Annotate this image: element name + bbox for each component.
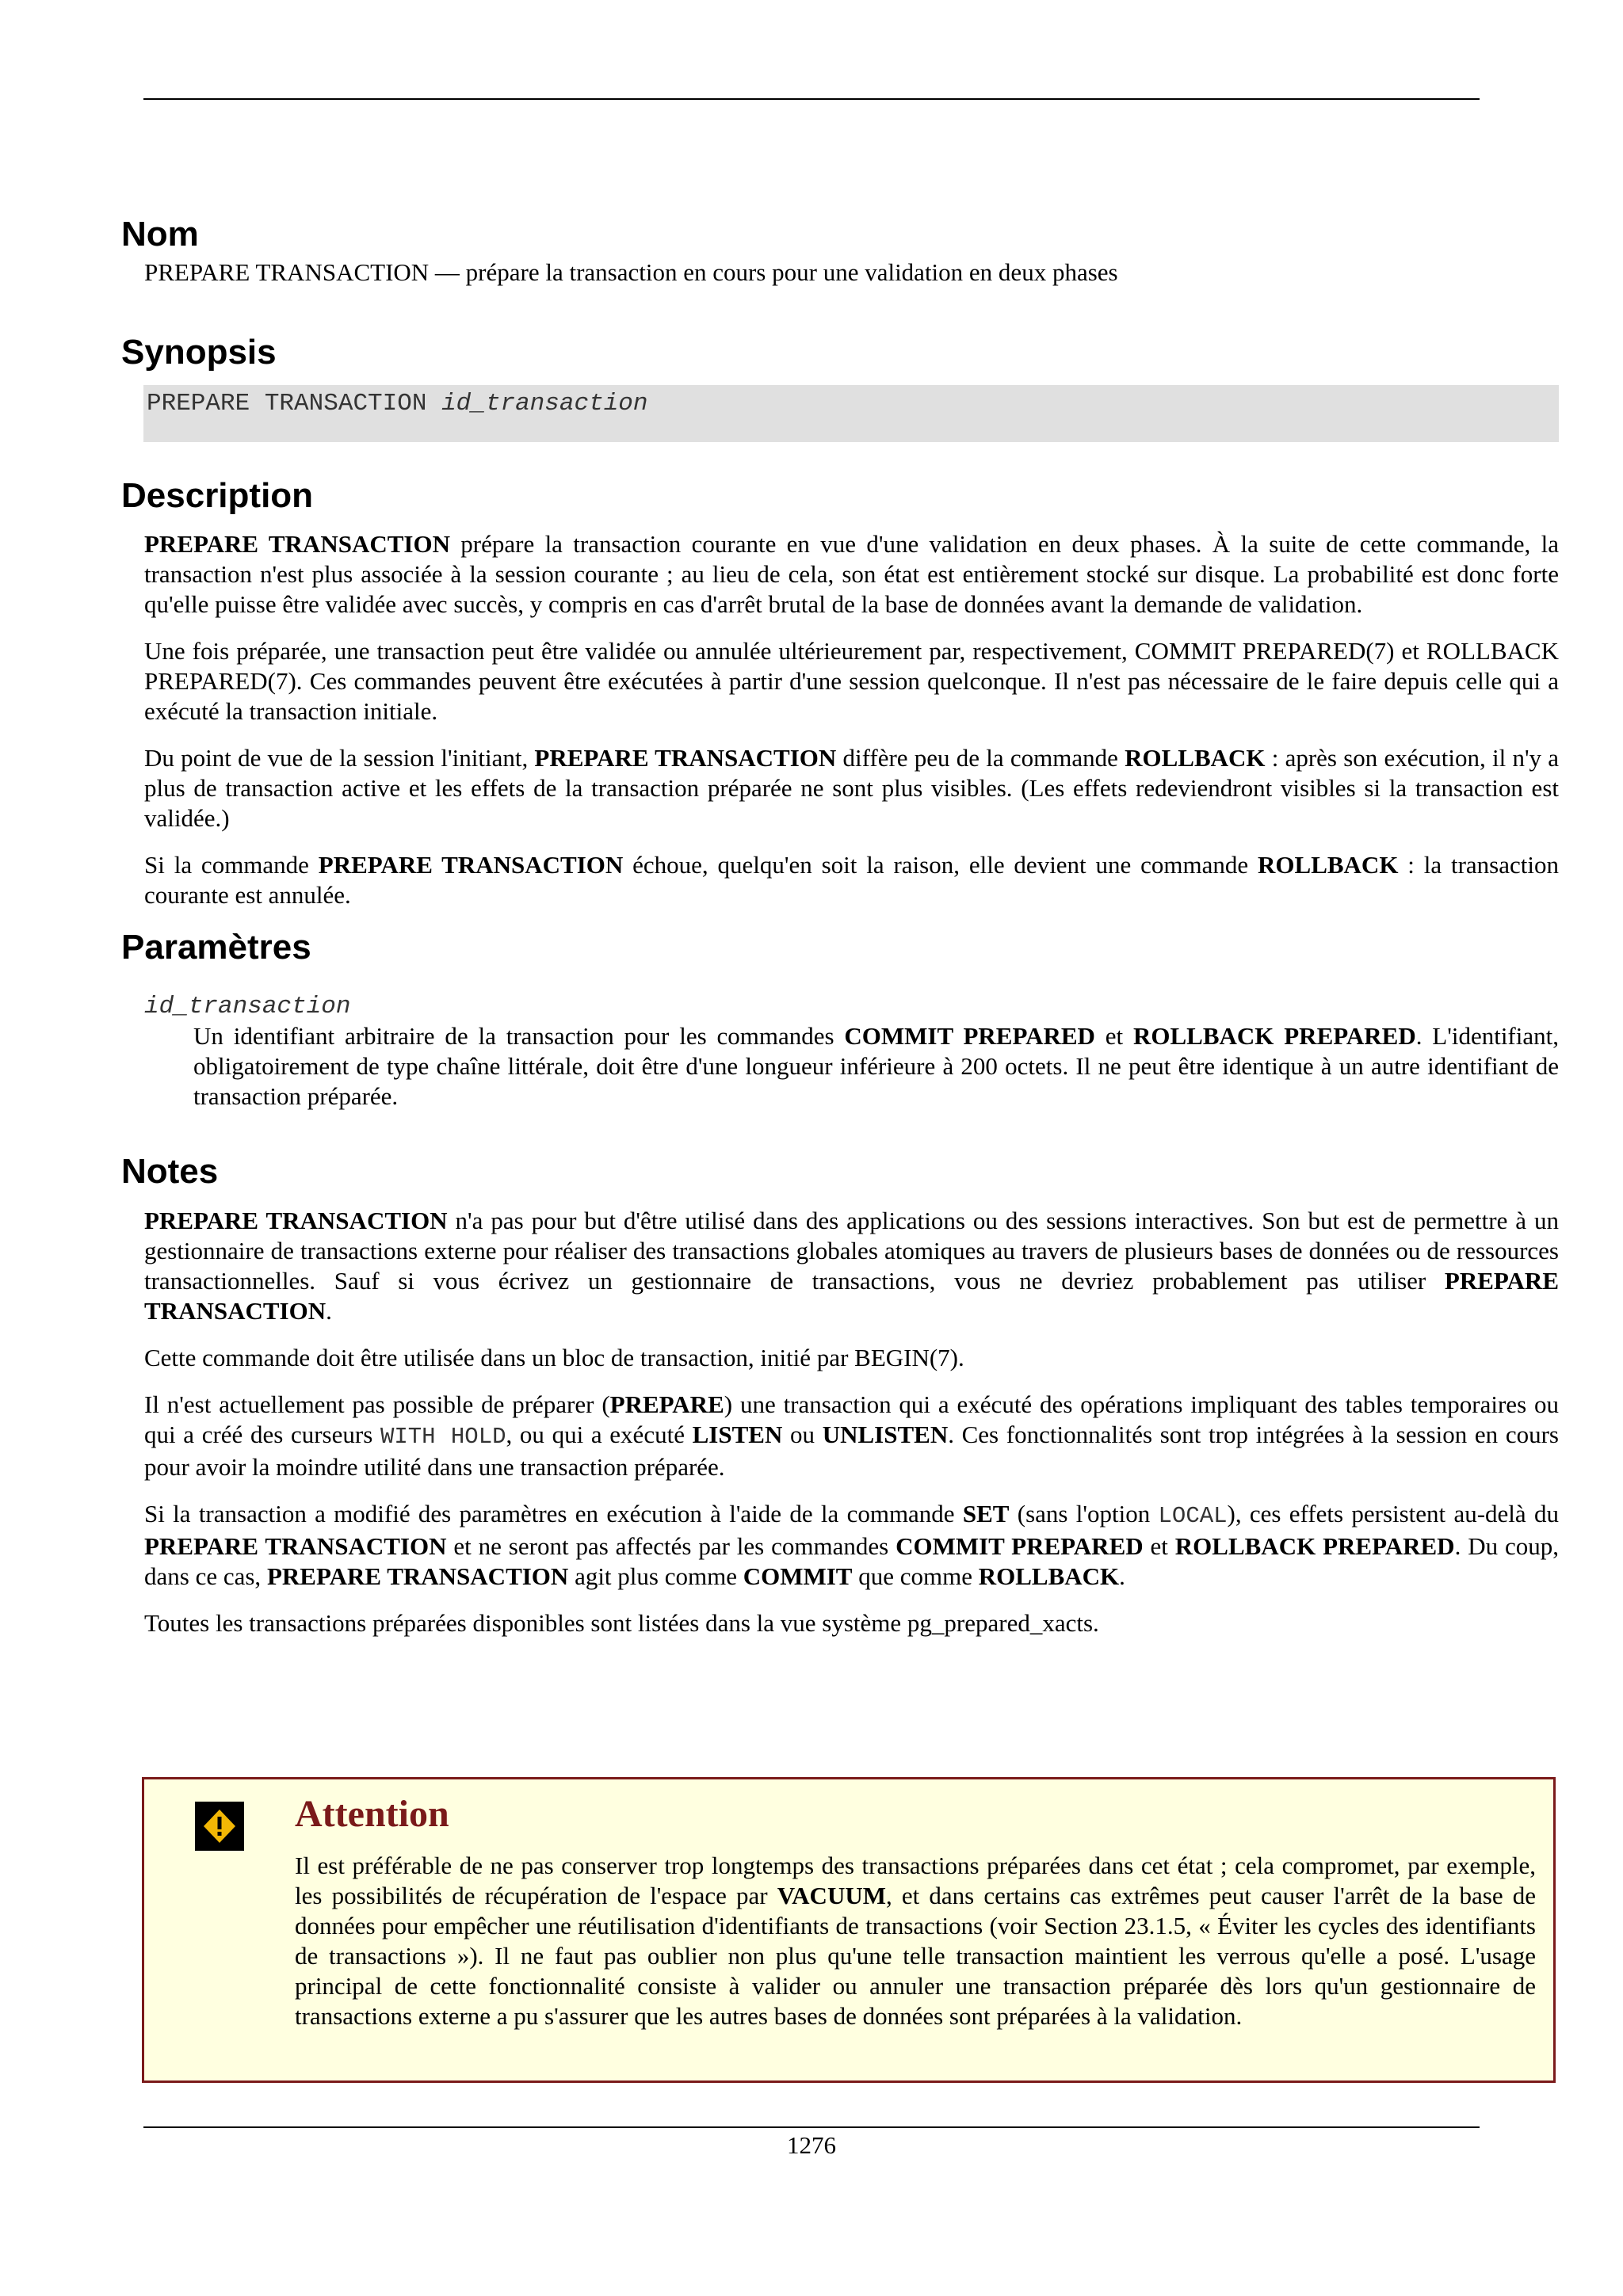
bold-text: ROLLBACK: [1125, 744, 1266, 772]
warning-icon: [195, 1802, 244, 1851]
bold-text: COMMIT PREPARED: [896, 1531, 1144, 1560]
attention-box: [142, 1777, 1556, 2083]
section-heading-parametres: Paramètres: [121, 928, 311, 967]
code-text: LOCAL: [1158, 1502, 1228, 1529]
param-term: id_transaction: [144, 993, 351, 1021]
bold-text: ROLLBACK PREPARED: [1132, 1022, 1416, 1051]
text: . Du coup, dans ce cas,: [144, 1531, 1559, 1590]
bold-text: LISTEN: [692, 1420, 783, 1448]
synopsis-command: PREPARE TRANSACTION: [147, 389, 442, 418]
text: .: [326, 1296, 332, 1325]
text: .: [1119, 1562, 1125, 1590]
synopsis-param: id_transaction: [441, 389, 648, 418]
description-paragraph-2: Une fois préparée, une transaction peut être validée ou annulée ultérieurement par, respectivement, COMMIT PREPARED(7) et ROLLBACK PREPARED(7). Ces commandes peuvent être exécutées à partir d'une session quelconque. Il n'est pas nécessaire de le faire depuis celle qui a exécuté la transaction initiale.: [144, 637, 1559, 726]
bold-text: UNLISTEN: [822, 1420, 949, 1448]
text: Il est préférable de ne pas conserver trop longtemps des transactions préparées dans cet état ; cela compromet, par exemple, les possibilités de récupération de l'espace par: [295, 1852, 1536, 1909]
bold-text: PREPARE TRANSACTION: [144, 1531, 447, 1560]
header-rule: [143, 98, 1480, 100]
notes-paragraph-4: [144, 1499, 1559, 1592]
description-paragraph-3: [144, 743, 1559, 833]
page-number: 1276: [787, 2131, 836, 2159]
section-heading-notes: Notes: [121, 1152, 219, 1192]
bold-text: ROLLBACK: [1258, 851, 1399, 879]
text: . Ces fonctionnalités sont trop intégrées à la session en cours pour avoir la moindre utilité dans une transaction préparée.: [144, 1420, 1559, 1481]
param-definition: [193, 1021, 1559, 1112]
bold-text: SET: [962, 1499, 1010, 1527]
text: (sans l'option: [1009, 1499, 1159, 1527]
bold-text: PREPARE TRANSACTION: [534, 744, 837, 772]
text: : la transaction courante est annulée.: [144, 851, 1559, 910]
text: agit plus comme: [568, 1562, 743, 1590]
text: Un identifiant arbitraire de la transaction pour les commandes: [193, 1022, 845, 1051]
bold-text: VACUUM: [777, 1882, 886, 1909]
section-heading-description: Description: [121, 475, 314, 515]
footer-rule: [143, 2126, 1480, 2128]
text: et: [1094, 1022, 1133, 1051]
nom-line: PREPARE TRANSACTION — prépare la transaction en cours pour une validation en deux phases: [144, 257, 1118, 286]
notes-paragraph-2: Cette commande doit être utilisée dans un bloc de transaction, initié par BEGIN(7).: [144, 1343, 964, 1371]
text: , et dans certains cas extrêmes peut causer l'arrêt de la base de données pour empêcher une réutilisation d'identifiants de transactions (voir Section 23.1.5, « Éviter les cycles des identifiants de transactions »). Il ne faut pas oublier non plus qu'une telle transaction maintient les verrous qu'elle a posé. L'usage principal de cette fonctionnalité consiste à valider ou annuler une transaction préparée dès lors qu'un gestionnaire de transactions externe a pu s'assurer que les autres bases de données sont préparées à la validation.: [295, 1882, 1537, 2030]
notes-paragraph-5: Toutes les transactions préparées disponibles sont listées dans la vue système pg_prepared_xacts.: [144, 1608, 1099, 1637]
attention-text: [295, 1851, 1536, 2031]
bold-text: ROLLBACK PREPARED: [1174, 1531, 1455, 1560]
text: que comme: [852, 1562, 979, 1590]
description-paragraph-4: [144, 850, 1559, 910]
text: ), ces effets persistent au-delà du: [1227, 1499, 1559, 1527]
code-text: WITH HOLD: [380, 1423, 506, 1450]
manual-page: [121, 214, 1559, 1655]
text: : après son exécution, il n'y a plus de transaction active et les effets de la transaction préparée ne sont plus visibles. (Les effets redeviendront visibles si la transaction est validée.): [144, 744, 1560, 833]
bold-text: PREPARE TRANSACTION: [144, 1266, 1559, 1325]
text: , ou qui a exécuté: [506, 1420, 693, 1448]
bold-text: COMMIT PREPARED: [844, 1022, 1095, 1051]
text: et ne seront pas affectés par les commandes: [446, 1531, 896, 1560]
section-heading-nom: Nom: [121, 215, 199, 254]
notes-paragraph-3: [144, 1390, 1559, 1482]
bold-text: ROLLBACK: [978, 1562, 1120, 1590]
notes-paragraph-1: [144, 1206, 1559, 1326]
bold-text: PREPARE TRANSACTION: [144, 1206, 448, 1234]
text: Si la commande: [144, 851, 319, 879]
bold-text: PREPARE: [609, 1390, 724, 1418]
text: n'a pas pour but d'être utilisé dans des applications ou des sessions interactives. Son but est de permettre à un gestionnaire de transactions externe pour réaliser des transactions globales atomiques au travers de plusieurs bases de données ou de ressources transactionnelles. Sauf si vous écrivez un gestionnaire de transactions, vous ne devriez probablement pas utiliser: [144, 1206, 1559, 1295]
text: prépare la transaction courante en vue d'une validation en deux phases. À la suite de cette commande, la transaction n'est plus associée à la session courante ; au lieu de cela, son état est entièrement stocké sur disque. La probabilité est donc forte qu'elle puisse être validée avec succès, y compris en cas d'arrêt brutal de la base de données avant la demande de validation.: [144, 530, 1559, 619]
synopsis-block: [143, 385, 1559, 442]
bold-text: PREPARE TRANSACTION: [144, 530, 450, 559]
text: . L'identifiant, obligatoirement de type chaîne littérale, doit être d'une longueur inférieure à 200 octets. Il ne peut être identique à un autre identifiant de transaction préparée.: [193, 1022, 1559, 1111]
text: échoue, quelqu'en soit la raison, elle devient une commande: [623, 851, 1258, 879]
text: Si la transaction a modifié des paramètres en exécution à l'aide de la commande: [144, 1499, 963, 1527]
bold-text: COMMIT: [743, 1562, 853, 1590]
bold-text: PREPARE TRANSACTION: [318, 851, 624, 879]
text: diffère peu de la commande: [836, 744, 1125, 772]
attention-title: Attention: [295, 1793, 449, 1835]
section-heading-synopsis: Synopsis: [121, 332, 277, 372]
text: et: [1143, 1531, 1175, 1560]
bold-text: PREPARE TRANSACTION: [266, 1562, 569, 1590]
description-paragraph-1: [144, 529, 1559, 620]
text: ) une transaction qui a exécuté des opérations impliquant des tables temporaires ou qui a créé des curseurs: [144, 1390, 1559, 1448]
text: ou: [782, 1420, 823, 1448]
text: Il n'est actuellement pas possible de préparer (: [144, 1390, 610, 1418]
text: Du point de vue de la session l'initiant,: [144, 744, 535, 772]
